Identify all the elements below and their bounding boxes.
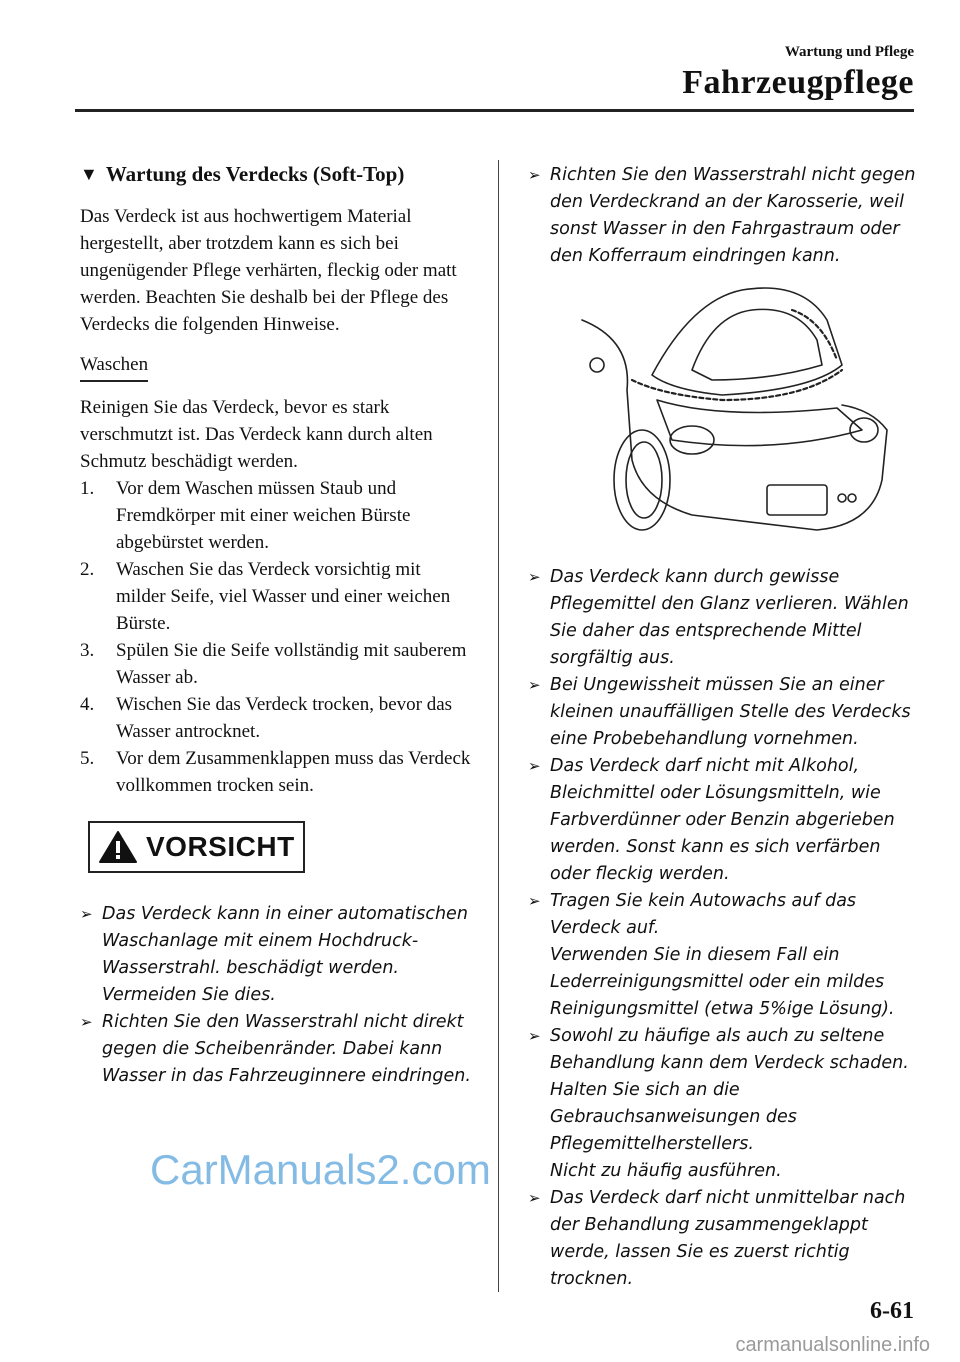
page-title: Fahrzeugpflege xyxy=(682,64,914,101)
caution-label: VORSICHT xyxy=(146,831,295,862)
step-item: 5. Vor dem Zusammenklappen muss das Verdeck vollkommen trocken sein. xyxy=(80,748,471,796)
step-item: 2. Waschen Sie das Verdeck vorsichtig mit milder Seife, viel Wasser und einer weichen Bürste. xyxy=(80,559,451,634)
arrow-bullet-icon: ➢ xyxy=(528,676,541,694)
caution-item: ➢ Richten Sie den Wasserstrahl nicht gegen den Verdeckrand an der Karosserie, weil sonst Wasser in den Fahrgastraum oder den Kofferraum eindringen kann. xyxy=(528,162,920,270)
left-column xyxy=(80,162,475,1090)
caution-box xyxy=(88,821,305,873)
arrow-bullet-icon: ➢ xyxy=(80,905,93,923)
arrow-bullet-icon: ➢ xyxy=(528,166,541,184)
caution-item: ➢ Sowohl zu häufige als auch zu seltene Behandlung kann dem Verdeck schaden. Halten Sie sich an die Gebrauchsanweisungen des Pflegemittelherstellers. Nicht zu häufig ausführen. xyxy=(528,1023,920,1185)
arrow-bullet-icon: ➢ xyxy=(528,892,541,910)
caution-item: ➢ Tragen Sie kein Autowachs auf das Verdeck auf. Verwenden Sie in diesem Fall ein Lederreinigungsmittel oder ein mildes Reinigungsmittel (etwa 5%ige Lösung). xyxy=(528,888,920,1023)
caution-list-right-top xyxy=(528,162,920,270)
wash-steps xyxy=(80,475,475,799)
step-item: 1. Vor dem Waschen müssen Staub und Fremdkörper mit einer weichen Bürste abgebürstet werden. xyxy=(80,478,411,553)
caution-item: ➢ Das Verdeck darf nicht unmittelbar nach der Behandlung zusammengeklappt werde, lassen Sie es zuerst richtig trocknen. xyxy=(528,1185,920,1293)
caution-item: ➢ Das Verdeck kann in einer automatischen Waschanlage mit einem Hochdruck-Wasserstrahl. beschädigt werden. Vermeiden Sie dies. xyxy=(80,901,475,1009)
caution-item: ➢ Bei Ungewissheit müssen Sie an einer kleinen unauffälligen Stelle des Verdecks eine Probebehandlung vornehmen. xyxy=(528,672,920,753)
caution-list-right xyxy=(528,564,920,1293)
site-footer: carmanualsonline.info xyxy=(735,1334,930,1356)
page-number: 6-61 xyxy=(870,1298,914,1324)
column-divider xyxy=(498,160,499,1292)
watermark-text: CarManuals2.com xyxy=(150,1146,491,1193)
warning-triangle-icon xyxy=(98,830,138,864)
chapter-title: Wartung und Pflege xyxy=(784,44,914,60)
intro-paragraph: Das Verdeck ist aus hochwertigem Material hergestellt, aber trotzdem kann es sich bei ungenügender Pflege verhärten, fleckig oder matt werden. Beachten Sie deshalb bei der Pflege des Verdecks die folgenden Hinweise. xyxy=(80,206,457,335)
triangle-down-icon: ▼ xyxy=(80,164,98,184)
wash-intro: Reinigen Sie das Verdeck, bevor es stark verschmutzt ist. Das Verdeck kann durch alten Schmutz beschädigt werden. xyxy=(80,397,433,472)
subheading-waschen: Waschen xyxy=(80,354,148,382)
arrow-bullet-icon: ➢ xyxy=(528,1027,541,1045)
car-softtop-illustration xyxy=(572,280,902,550)
step-item: 3. Spülen Sie die Seife vollständig mit sauberem Wasser ab. xyxy=(80,640,467,688)
section-heading xyxy=(80,162,475,187)
caution-item: ➢ Das Verdeck darf nicht mit Alkohol, Bleichmittel oder Lösungsmitteln, wie Farbverdünner oder Benzin abgerieben werden. Sonst kann es sich verfärben oder fleckig werden. xyxy=(528,753,920,888)
step-item: 4. Wischen Sie das Verdeck trocken, bevor das Wasser antrocknet. xyxy=(80,694,453,742)
section-title: Wartung des Verdecks (Soft-Top) xyxy=(105,162,405,186)
caution-item: ➢ Richten Sie den Wasserstrahl nicht direkt gegen die Scheibenränder. Dabei kann Wasser in das Fahrzeuginnere eindringen. xyxy=(80,1009,475,1090)
arrow-bullet-icon: ➢ xyxy=(80,1013,93,1031)
caution-list-left xyxy=(80,901,475,1090)
arrow-bullet-icon: ➢ xyxy=(528,568,541,586)
caution-item: ➢ Das Verdeck kann durch gewisse Pflegemittel den Glanz verlieren. Wählen Sie daher das entsprechende Mittel sorgfältig aus. xyxy=(528,564,920,672)
header-rule xyxy=(75,109,914,112)
arrow-bullet-icon: ➢ xyxy=(528,757,541,775)
arrow-bullet-icon: ➢ xyxy=(528,1189,541,1207)
right-column xyxy=(528,162,920,1293)
